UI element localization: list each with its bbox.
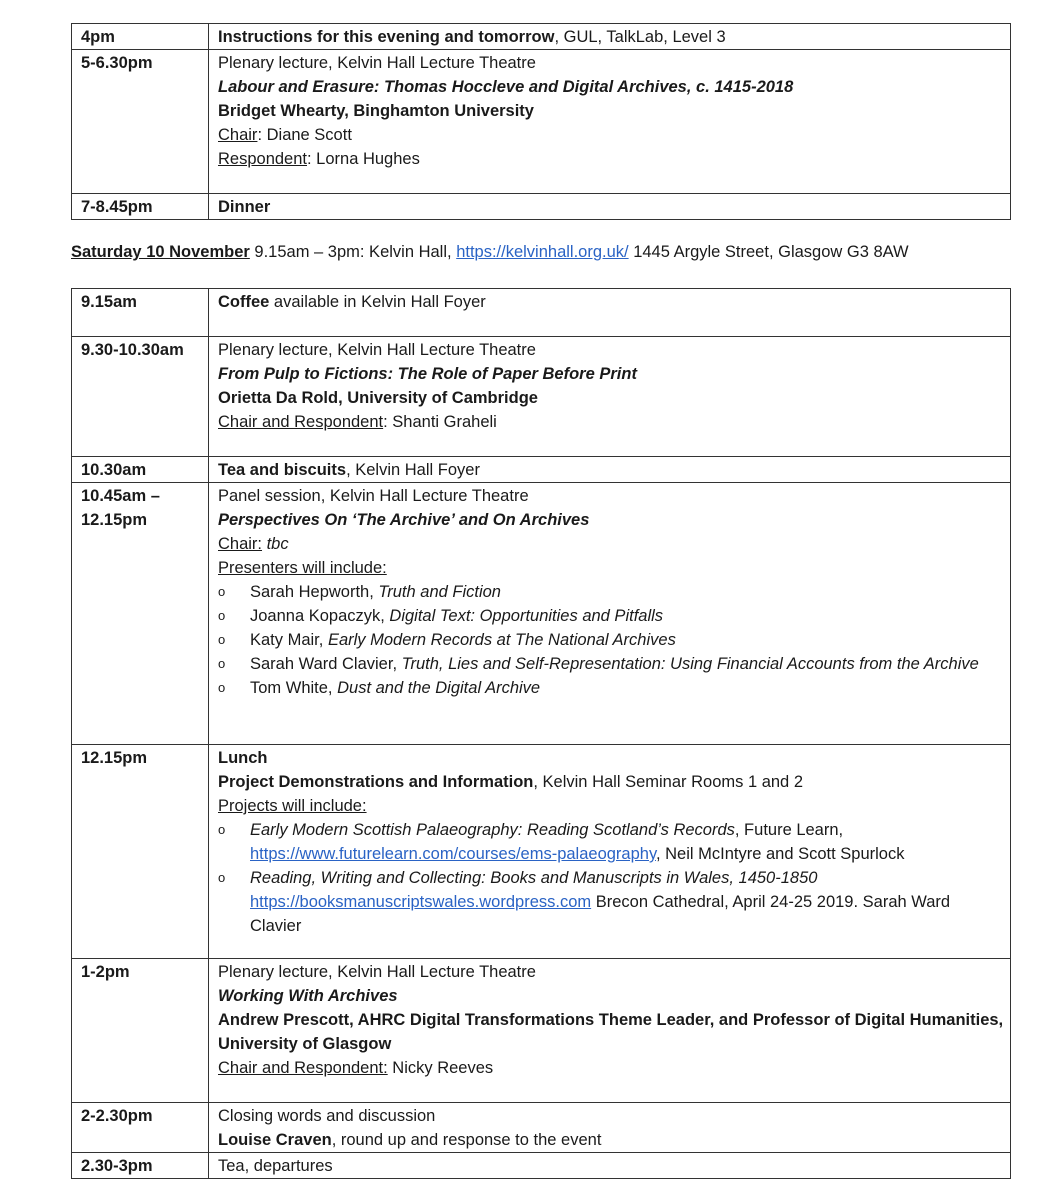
chair-line: Chair: tbc xyxy=(218,535,289,553)
time-cell: 9.15am xyxy=(72,289,209,337)
schedule-table-saturday xyxy=(71,288,1011,1179)
table-row xyxy=(72,483,1011,745)
event-cell: Dinner xyxy=(209,194,1011,220)
event-type: Panel session, Kelvin Hall Lecture Theatre xyxy=(218,487,529,505)
list-item: o Sarah Ward Clavier, Truth, Lies and Self-Representation: Using Financial Accounts from the Archive xyxy=(218,652,1004,676)
table-row xyxy=(72,745,1011,959)
list-item: o Joanna Kopaczyk, Digital Text: Opportunities and Pitfalls xyxy=(218,604,1004,628)
event-cell xyxy=(209,745,1011,959)
event-cell: Instructions for this evening and tomorrow, GUL, TalkLab, Level 3 xyxy=(209,24,1011,50)
lecture-title: Labour and Erasure: Thomas Hoccleve and Digital Archives, c. 1415-2018 xyxy=(218,78,794,96)
respondent-line: Respondent: Lorna Hughes xyxy=(218,150,420,168)
time-cell: 1-2pm xyxy=(72,959,209,1103)
time-cell: 10.45am – 12.15pm xyxy=(72,483,209,745)
bullet-icon: o xyxy=(218,870,226,885)
bullet-icon: o xyxy=(218,822,226,837)
chair-line: Chair: Diane Scott xyxy=(218,126,352,144)
time-cell: 7-8.45pm xyxy=(72,194,209,220)
table-row xyxy=(72,24,1011,50)
table-row xyxy=(72,289,1011,337)
chair-line: Chair and Respondent: Nicky Reeves xyxy=(218,1059,494,1077)
kelvinhall-link[interactable]: https://kelvinhall.org.uk/ xyxy=(456,243,629,261)
time-cell: 9.30-10.30am xyxy=(72,337,209,457)
speaker: Bridget Whearty, Binghamton University xyxy=(218,102,534,120)
event-type: Plenary lecture, Kelvin Hall Lecture Theatre xyxy=(218,54,536,72)
panel-title: Perspectives On ‘The Archive’ and On Archives xyxy=(218,511,590,529)
projects-label: Projects will include: xyxy=(218,797,367,815)
time-cell: 2.30-3pm xyxy=(72,1153,209,1179)
list-item: o Katy Mair, Early Modern Records at The National Archives xyxy=(218,628,1004,652)
list-item: o Tom White, Dust and the Digital Archive xyxy=(218,676,1004,700)
list-item: o Sarah Hepworth, Truth and Fiction xyxy=(218,580,1004,604)
time-cell: 2-2.30pm xyxy=(72,1103,209,1153)
event-cell xyxy=(209,959,1011,1103)
lunch-label: Lunch xyxy=(218,749,268,767)
list-item: o Reading, Writing and Collecting: Books and Manuscripts in Wales, 1450-1850 https://booksmanuscriptswales.wordpress.com Brecon Cathedral, April 24-25 2019. Sarah Ward Clavier xyxy=(218,866,1004,938)
lecture-title: From Pulp to Fictions: The Role of Paper Before Print xyxy=(218,365,637,383)
day-heading: Saturday 10 November 9.15am – 3pm: Kelvin Hall, https://kelvinhall.org.uk/ 1445 Argyle Street, Glasgow G3 8AW xyxy=(71,243,909,261)
time-cell: 12.15pm xyxy=(72,745,209,959)
event-cell: Tea, departures xyxy=(209,1153,1011,1179)
event-cell: Tea and biscuits, Kelvin Hall Foyer xyxy=(209,457,1011,483)
event-cell xyxy=(209,50,1011,194)
lecture-title: Working With Archives xyxy=(218,987,398,1005)
table-row xyxy=(72,50,1011,194)
bullet-icon: o xyxy=(218,680,226,695)
table-row xyxy=(72,959,1011,1103)
event-cell: Closing words and discussion Louise Craven, round up and response to the event xyxy=(209,1103,1011,1153)
speaker: Orietta Da Rold, University of Cambridge xyxy=(218,389,538,407)
demo-line: Project Demonstrations and Information, Kelvin Hall Seminar Rooms 1 and 2 xyxy=(218,773,803,791)
table-row xyxy=(72,1153,1011,1179)
bullet-icon: o xyxy=(218,656,226,671)
time-cell: 10.30am xyxy=(72,457,209,483)
list-item: o Early Modern Scottish Palaeography: Reading Scotland’s Records, Future Learn, https://www.futurelearn.com/courses/ems-palaeography, Neil McIntyre and Scott Spurlock xyxy=(218,818,1004,866)
event-type: Plenary lecture, Kelvin Hall Lecture Theatre xyxy=(218,963,536,981)
time-cell: 5-6.30pm xyxy=(72,50,209,194)
bullet-icon: o xyxy=(218,608,226,623)
time-cell: 4pm xyxy=(72,24,209,50)
speaker: Andrew Prescott, AHRC Digital Transformations Theme Leader, and Professor of Digital Humanities, University of Glasgow xyxy=(218,1011,1004,1053)
chair-line: Chair and Respondent: Shanti Graheli xyxy=(218,413,497,431)
bullet-icon: o xyxy=(218,584,226,599)
schedule-table-friday xyxy=(71,23,1011,220)
event-cell: Coffee available in Kelvin Hall Foyer xyxy=(209,289,1011,337)
event-cell xyxy=(209,337,1011,457)
bullet-icon: o xyxy=(218,632,226,647)
futurelearn-link[interactable]: https://www.futurelearn.com/courses/ems-palaeography xyxy=(250,845,656,863)
table-row xyxy=(72,1103,1011,1153)
table-row xyxy=(72,337,1011,457)
day-title: Saturday 10 November xyxy=(71,243,250,261)
event-cell xyxy=(209,483,1011,745)
event-type: Plenary lecture, Kelvin Hall Lecture Theatre xyxy=(218,341,536,359)
table-row xyxy=(72,457,1011,483)
booksmanuscripts-link[interactable]: https://booksmanuscriptswales.wordpress.com xyxy=(250,893,592,911)
table-row xyxy=(72,194,1011,220)
presenters-label: Presenters will include: xyxy=(218,559,387,577)
